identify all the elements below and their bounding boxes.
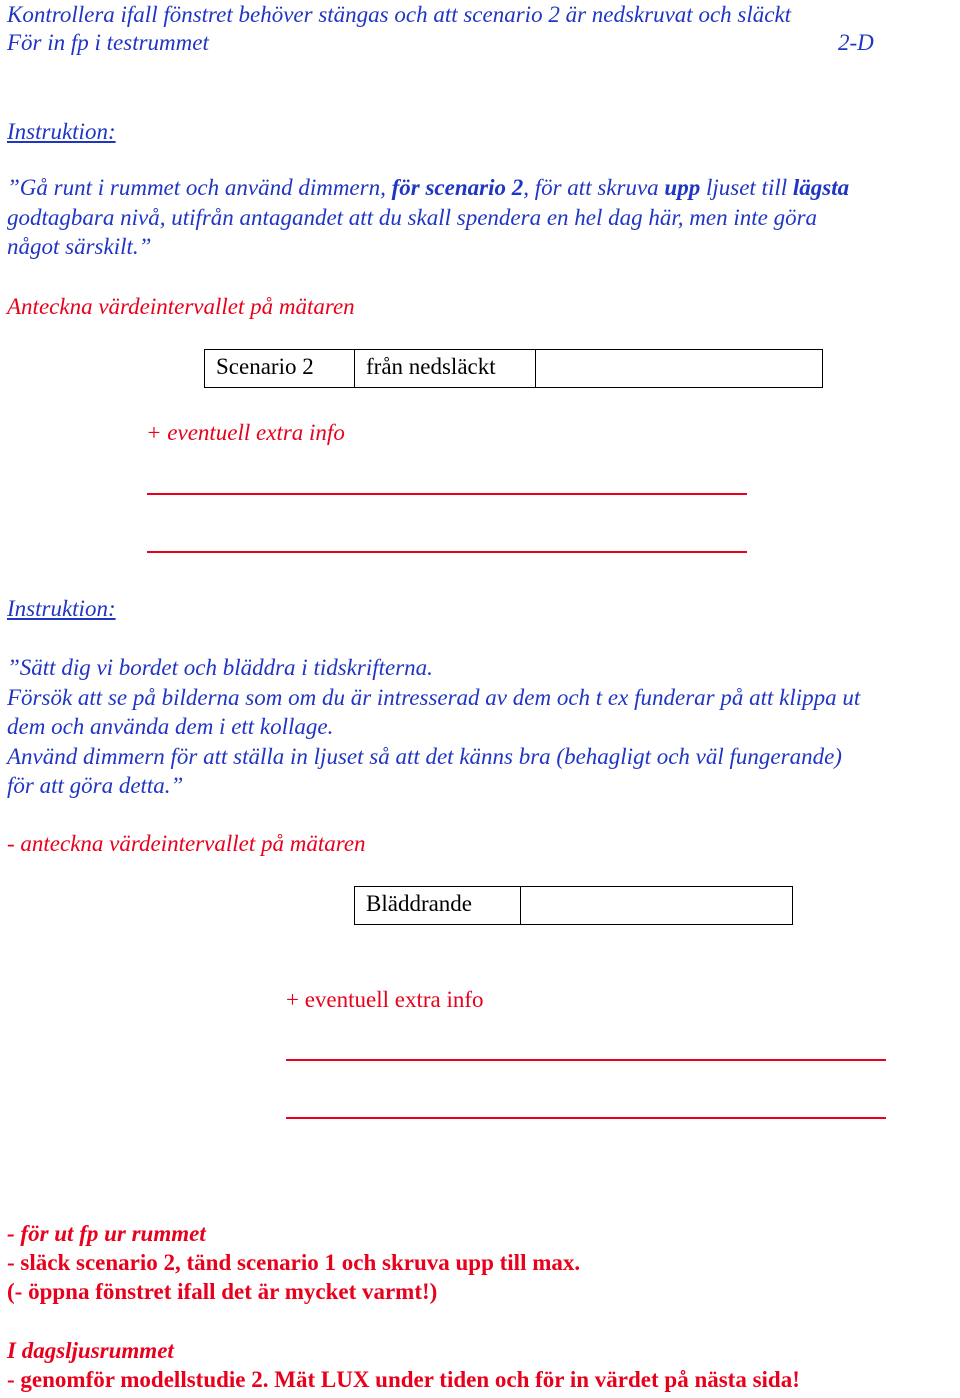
footer-line-1: - för ut fp ur rummet xyxy=(7,1221,206,1246)
instruction-2-line-5: för att göra detta.” xyxy=(7,773,184,798)
instruction-2-line-1: ”Sätt dig vi bordet och bläddra i tidskrifterna. xyxy=(7,655,433,680)
browsing-value-cell[interactable] xyxy=(521,887,792,924)
scenario-table xyxy=(204,349,823,388)
from-off-cell: från nedsläckt xyxy=(355,350,536,387)
instruction-1-line-3: något särskilt.” xyxy=(7,234,152,259)
instruction-2-line-3: dem och använda dem i ett kollage. xyxy=(7,714,334,739)
instruction-2-line-2: Försök att se på bilderna som om du är intresserad av dem och t ex funderar på att klippa ut xyxy=(7,684,861,710)
footer-line-3: (- öppna fönstret ifall det är mycket varmt!) xyxy=(7,1279,438,1304)
extra-info-line-1b[interactable] xyxy=(147,551,747,553)
header-line-2: För in fp i testrummet xyxy=(7,30,209,55)
browsing-table xyxy=(354,886,793,925)
note-1: Anteckna värdeintervallet på mätaren xyxy=(7,294,355,319)
header-code: 2-D xyxy=(838,30,874,55)
instruction-1-line-2: godtagbara nivå, utifrån antagandet att du skall spendera en hel dag här, men inte göra xyxy=(7,204,818,230)
instruction-heading-2: Instruktion: xyxy=(7,596,116,621)
instruction-text-1 xyxy=(7,173,960,262)
instruction-2-line-4: Använd dimmern för att ställa in ljuset så att det känns bra (behagligt och väl fungerande) xyxy=(7,743,842,769)
footer-line-2: - släck scenario 2, tänd scenario 1 och skruva upp till max. xyxy=(7,1250,581,1275)
footer-line-5: - genomför modellstudie 2. Mät LUX under tiden och för in värdet på nästa sida! xyxy=(7,1367,800,1392)
instruction-text-2 xyxy=(7,653,960,801)
scenario-label-cell: Scenario 2 xyxy=(205,350,355,387)
extra-info-line-1a[interactable] xyxy=(147,493,747,495)
scenario-value-cell[interactable] xyxy=(536,350,822,387)
instruction-heading-1: Instruktion: xyxy=(7,119,116,144)
note-2: - anteckna värdeintervallet på mätaren xyxy=(7,831,366,856)
extra-info-line-2a[interactable] xyxy=(286,1059,886,1061)
instruction-1-line-1: ”Gå runt i rummet och använd dimmern, för scenario 2, för att skruva upp ljuset till lägsta xyxy=(7,175,850,200)
extra-info-1: + eventuell extra info xyxy=(146,420,345,445)
header-line-1: Kontrollera ifall fönstret behöver stängas och att scenario 2 är nedskruvat och släckt xyxy=(7,2,792,27)
footer-line-4: I dagsljusrummet xyxy=(7,1338,174,1363)
extra-info-line-2b[interactable] xyxy=(286,1117,886,1119)
browsing-label-cell: Bläddrande xyxy=(355,887,521,924)
extra-info-2: + eventuell extra info xyxy=(286,987,484,1012)
